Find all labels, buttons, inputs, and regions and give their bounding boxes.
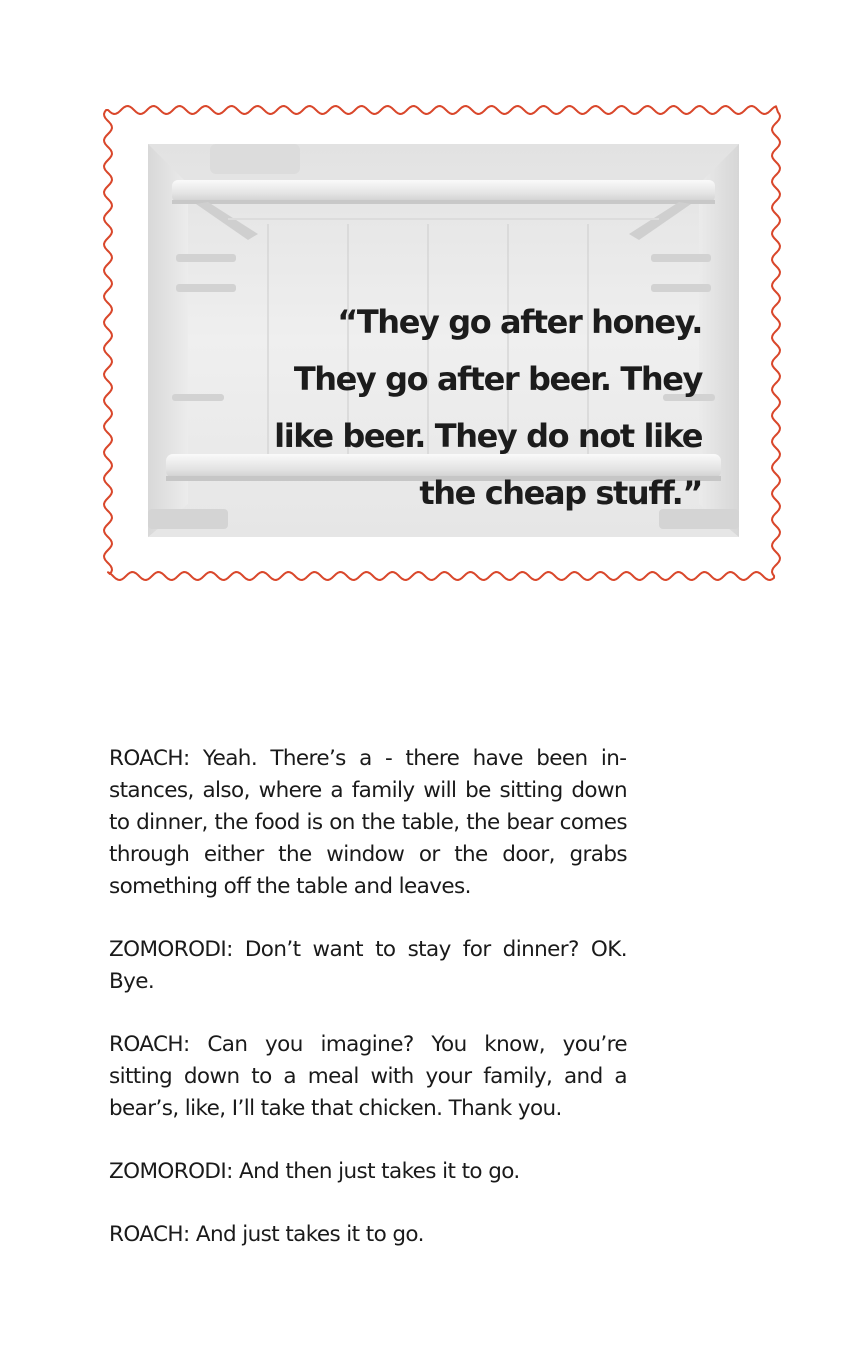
empty-fridge-photo bbox=[148, 144, 739, 537]
pull-quote bbox=[232, 294, 702, 522]
transcript-paragraph: ZOMORODI: And then just takes it to go. bbox=[109, 1159, 520, 1184]
transcript-paragraph: ROACH: And just takes it to go. bbox=[109, 1222, 424, 1247]
quote-card bbox=[96, 98, 788, 588]
pull-quote-line: like beer. They do not like bbox=[274, 417, 702, 455]
transcript-paragraph: ROACH: Can you imagine? You know, you’re sitting down to a meal with your family, and a bear’s, like, I’ll take that chicken. Thank you. bbox=[109, 1032, 627, 1121]
interview-transcript bbox=[109, 743, 627, 1282]
pull-quote-line: They go after beer. They bbox=[293, 360, 702, 398]
transcript-paragraph: ROACH: Yeah. There’s a - there have been instances, also, where a family will be sitting down to dinner, the food is on the table, the bear comes through either the window or the door, grabs something off the table and leaves. bbox=[109, 746, 627, 899]
transcript-paragraph: ZOMORODI: Don’t want to stay for dinner? OK. Bye. bbox=[109, 937, 627, 994]
pull-quote-line: “They go after honey. bbox=[337, 303, 702, 341]
pull-quote-line: the cheap stuff.” bbox=[419, 474, 702, 512]
